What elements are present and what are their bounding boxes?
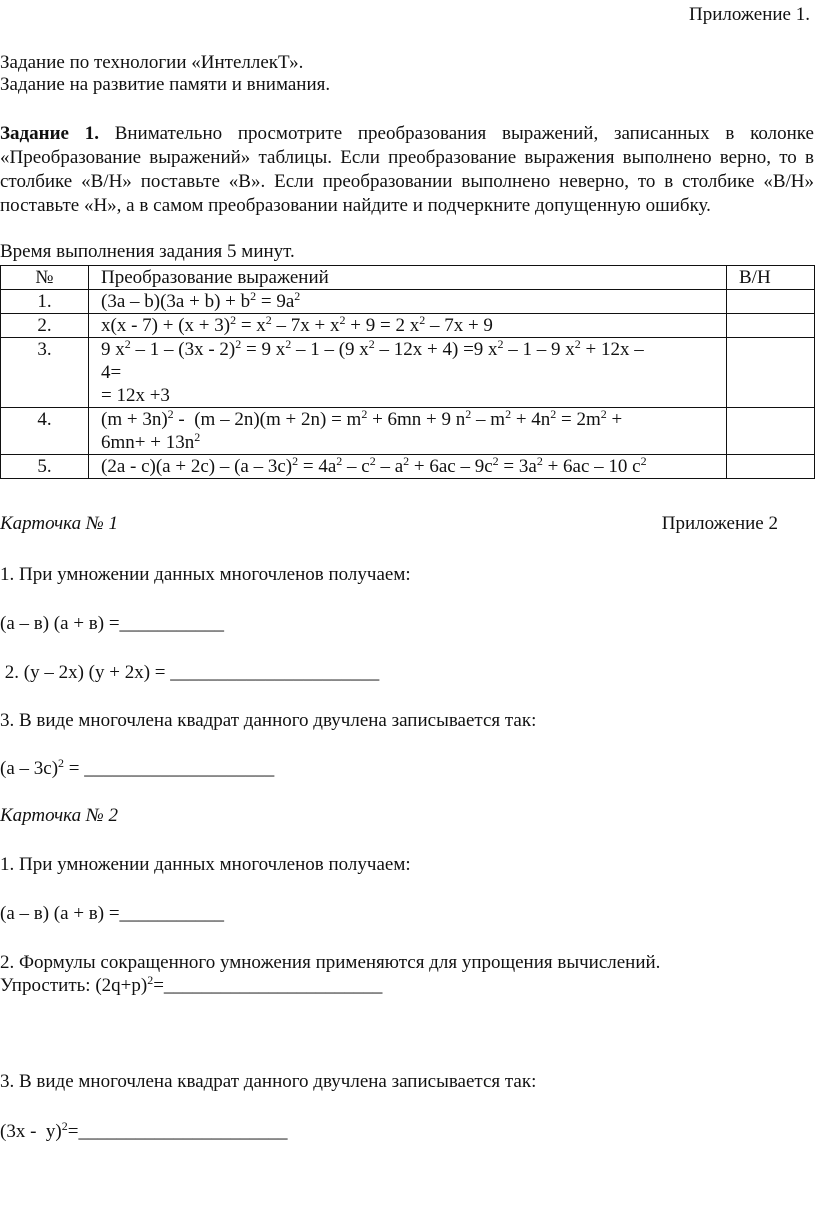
row-expression: $x(x - 7) + (x + 3)^2 = x^2 - 7x + x^2 + 9 = 2$ $x^2 - 7x + 9$ — [89, 314, 727, 338]
card1-question-3: 3. В виде многочлена квадрат данного двучлена записывается так: — [0, 710, 537, 731]
card2-title: Карточка № 2 — [0, 805, 118, 826]
task1-label: Задание 1. — [0, 123, 99, 144]
table-row — [1, 408, 815, 455]
task1-time: Время выполнения задания 5 минут. — [0, 241, 295, 262]
card2-expression-2: Упростить: $(2q+p)^2=\_\_\_\_\_\_\_\_\_\_\_\_\_\_\_\_\_\_\_\_\_\_\_$ — [0, 973, 383, 996]
row-vn-cell[interactable] — [727, 338, 815, 408]
card2-question-2: 2. Формулы сокращенного умножения применяются для упрощения вычислений. — [0, 952, 661, 973]
table-row — [1, 290, 815, 314]
row-expression: $(3a - b)(3a + b) + b^2 = 9a^2$ — [89, 290, 727, 314]
card2-question-1: 1. При умножении данных многочленов получаем: — [0, 854, 411, 875]
goal-line: Задание на развитие памяти и внимания. — [0, 74, 331, 95]
appendix-1-label: Приложение 1. — [689, 4, 810, 25]
transform-table — [0, 265, 815, 479]
task1-instructions — [0, 122, 814, 218]
card1-expression-2: 2. (у – 2х) (у + 2х) = ______________________ — [0, 662, 380, 683]
appendix-2-label: Приложение 2 — [661, 513, 778, 534]
subject-line: Задание по технологии «ИнтеллекТ». — [0, 52, 304, 73]
row-number: 4. — [1, 408, 89, 455]
header-expression: Преобразование выражений — [89, 266, 727, 290]
header-number: № — [1, 266, 89, 290]
row-number: 3. — [1, 338, 89, 408]
card1-title: Карточка № 1 — [0, 513, 118, 534]
row-vn-cell[interactable] — [727, 314, 815, 338]
row-vn-cell[interactable] — [727, 290, 815, 314]
row-number: 1. — [1, 290, 89, 314]
card1-expression-1: (а – в) (а + в) =___________ — [0, 613, 225, 634]
table-header-row — [1, 266, 815, 290]
task1-text: Внимательно просмотрите преобразования выражений, записанных в колонке «Преобразование выражений» таблицы. Если преобразование выражения выполнено верно, то в столбике «В/Н» поставьте «В». Если преобразовании выполнено неверно, то в столбике «В/Н» поставьте «Н», а в самом преобразовании найдите и подчеркните допущенную ошибку. — [0, 123, 814, 216]
table-row — [1, 338, 815, 408]
row-expression: $(m + 3n)^2 - (m - 2n)(m + 2n) = m^2 + 6mn + 9$ $n^2 - m^2 + 4n^2 = 2m^2$ + $6mn+ + 13n^2$ — [89, 408, 727, 455]
card2-expression-1: (а – в) (а + в) =___________ — [0, 903, 225, 924]
table-row — [1, 455, 815, 479]
row-vn-cell[interactable] — [727, 408, 815, 455]
header-vn: В/Н — [727, 266, 815, 290]
row-vn-cell[interactable] — [727, 455, 815, 479]
card1-question-1: 1. При умножении данных многочленов получаем: — [0, 564, 411, 585]
row-number: 2. — [1, 314, 89, 338]
row-expression: $(2a - c)(a + 2c) - (a - 3c)^2 = 4a^2 - c^2 - a^2 + 6ac - 9c^2 = 3a^2 + 6ac - 10$ $c^2$ — [89, 455, 727, 479]
card2-expression-3: (3х - у)$^2$=______________________ — [0, 1119, 288, 1142]
row-number: 5. — [1, 455, 89, 479]
card2-question-3: 3. В виде многочлена квадрат данного двучлена записывается так: — [0, 1071, 537, 1092]
card1-expression-3: (а – 3с)$^2$ = ____________________ — [0, 756, 275, 779]
row-expression: 9 $x^2 - 1 - (3x - 2)^2 = 9$ $x^2 - 1 - (9$ $x^2 - 12x + 4) =9$ $x^2 - 1 - 9$ $x^2 + 12x$ – 4= = 12x +3 — [89, 338, 727, 408]
table-row — [1, 314, 815, 338]
